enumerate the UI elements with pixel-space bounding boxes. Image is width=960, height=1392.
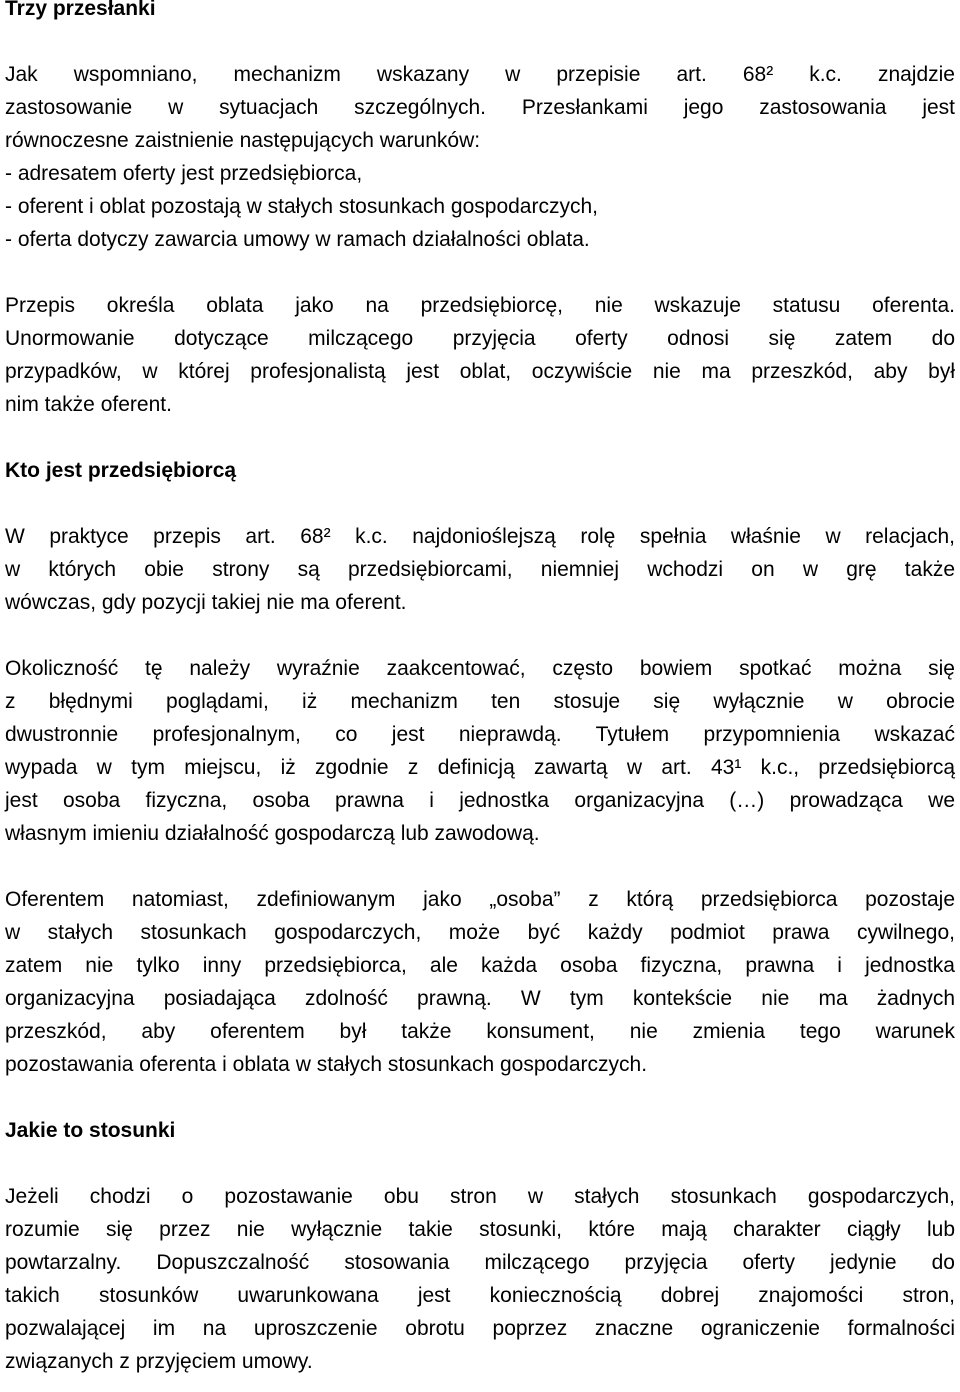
text-line: przypadków, w której profesjonalistą jest oblat, oczywiście nie ma przeszkód, aby był: [5, 360, 955, 383]
text-line: W praktyce przepis art. 68² k.c. najdonioślejszą rolę spełnia właśnie w relacjach,: [5, 525, 955, 548]
text-line: Unormowanie dotyczące milczącego przyjęcia oferty odnosi się zatem do: [5, 327, 955, 350]
text-line: pozostawania oferenta i oblata w stałych stosunkach gospodarczych.: [5, 1053, 648, 1076]
paragraph-mechanizm: [5, 58, 955, 256]
spacer: [5, 1081, 955, 1114]
text-line: jest osoba fizyczna, osoba prawna i jednostka organizacyjna (…) prowadząca we: [5, 789, 955, 812]
text-line: Jeżeli chodzi o pozostawanie obu stron w stałych stosunkach gospodarczych,: [5, 1185, 955, 1208]
text-line: w stałych stosunkach gospodarczych, może być każdy podmiot prawa cywilnego,: [5, 921, 955, 944]
paragraph-w-praktyce: [5, 520, 955, 619]
text-line: takich stosunków uwarunkowana jest koniecznością dobrej znajomości stron,: [5, 1284, 955, 1307]
document-page: [5, 0, 955, 1378]
text-line: zastosowanie w sytuacjach szczególnych. Przesłankami jego zastosowania jest: [5, 96, 955, 119]
text-line: wówczas, gdy pozycji takiej nie ma oferent.: [5, 591, 407, 614]
section-heading-jakie-to-stosunki: Jakie to stosunki: [5, 1119, 176, 1142]
paragraph-okolicznosc: [5, 652, 955, 850]
text-line: związanych z przyjęciem umowy.: [5, 1350, 313, 1373]
text-line: Oferentem natomiast, zdefiniowanym jako „osoba” z którą przedsiębiorca pozostaje: [5, 888, 955, 911]
text-line: rozumie się przez nie wyłącznie takie stosunki, które mają charakter ciągły lub: [5, 1218, 955, 1241]
text-line: Okoliczność tę należy wyraźnie zaakcentować, często bowiem spotkać można się: [5, 657, 955, 680]
spacer: [5, 256, 955, 289]
spacer: [5, 850, 955, 883]
paragraph-oferentem: [5, 883, 955, 1081]
section-heading-kto-jest-przedsiebiorca: Kto jest przedsiębiorcą: [5, 459, 237, 482]
text-line: powtarzalny. Dopuszczalność stosowania milczącego przyjęcia oferty jedynie do: [5, 1251, 955, 1274]
text-line: w których obie strony są przedsiębiorcami, niemniej wchodzi on w grę także: [5, 558, 955, 581]
spacer: [5, 421, 955, 454]
spacer: [5, 25, 955, 58]
paragraph-przepis-okresla: [5, 289, 955, 421]
text-line: Przepis określa oblata jako na przedsiębiorcę, nie wskazuje statusu oferenta.: [5, 294, 955, 317]
text-line: - oferta dotyczy zawarcia umowy w ramach działalności oblata.: [5, 228, 590, 251]
text-line: przeszkód, aby oferentem był także konsument, nie zmienia tego warunek: [5, 1020, 955, 1043]
spacer: [5, 1147, 955, 1180]
text-line: zatem nie tylko inny przedsiębiorca, ale każda osoba fizyczna, prawna i jednostka: [5, 954, 955, 977]
text-line: organizacyjna posiadająca zdolność prawną. W tym kontekście nie ma żadnych: [5, 987, 955, 1010]
text-line: dwustronnie profesjonalnym, co jest nieprawdą. Tytułem przypomnienia wskazać: [5, 723, 955, 746]
text-line: pozwalającej im na uproszczenie obrotu poprzez znaczne ograniczenie formalności: [5, 1317, 955, 1340]
text-line: równoczesne zaistnienie następujących warunków:: [5, 129, 481, 152]
text-line: Jak wspomniano, mechanizm wskazany w przepisie art. 68² k.c. znajdzie: [5, 63, 955, 86]
spacer: [5, 619, 955, 652]
text-line: własnym imieniu działalność gospodarczą lub zawodową.: [5, 822, 540, 845]
paragraph-jezeli-chodzi: [5, 1180, 955, 1378]
text-line: nim także oferent.: [5, 393, 172, 416]
section-heading-trzy-przeslanki: Trzy przesłanki: [5, 0, 156, 20]
spacer: [5, 487, 955, 520]
text-line: z błędnymi poglądami, iż mechanizm ten stosuje się wyłącznie w obrocie: [5, 690, 955, 713]
text-line: - oferent i oblat pozostają w stałych stosunkach gospodarczych,: [5, 195, 598, 218]
text-line: - adresatem oferty jest przedsiębiorca,: [5, 162, 363, 185]
text-line: wypada w tym miejscu, iż zgodnie z definicją zawartą w art. 43¹ k.c., przedsiębiorcą: [5, 756, 955, 779]
